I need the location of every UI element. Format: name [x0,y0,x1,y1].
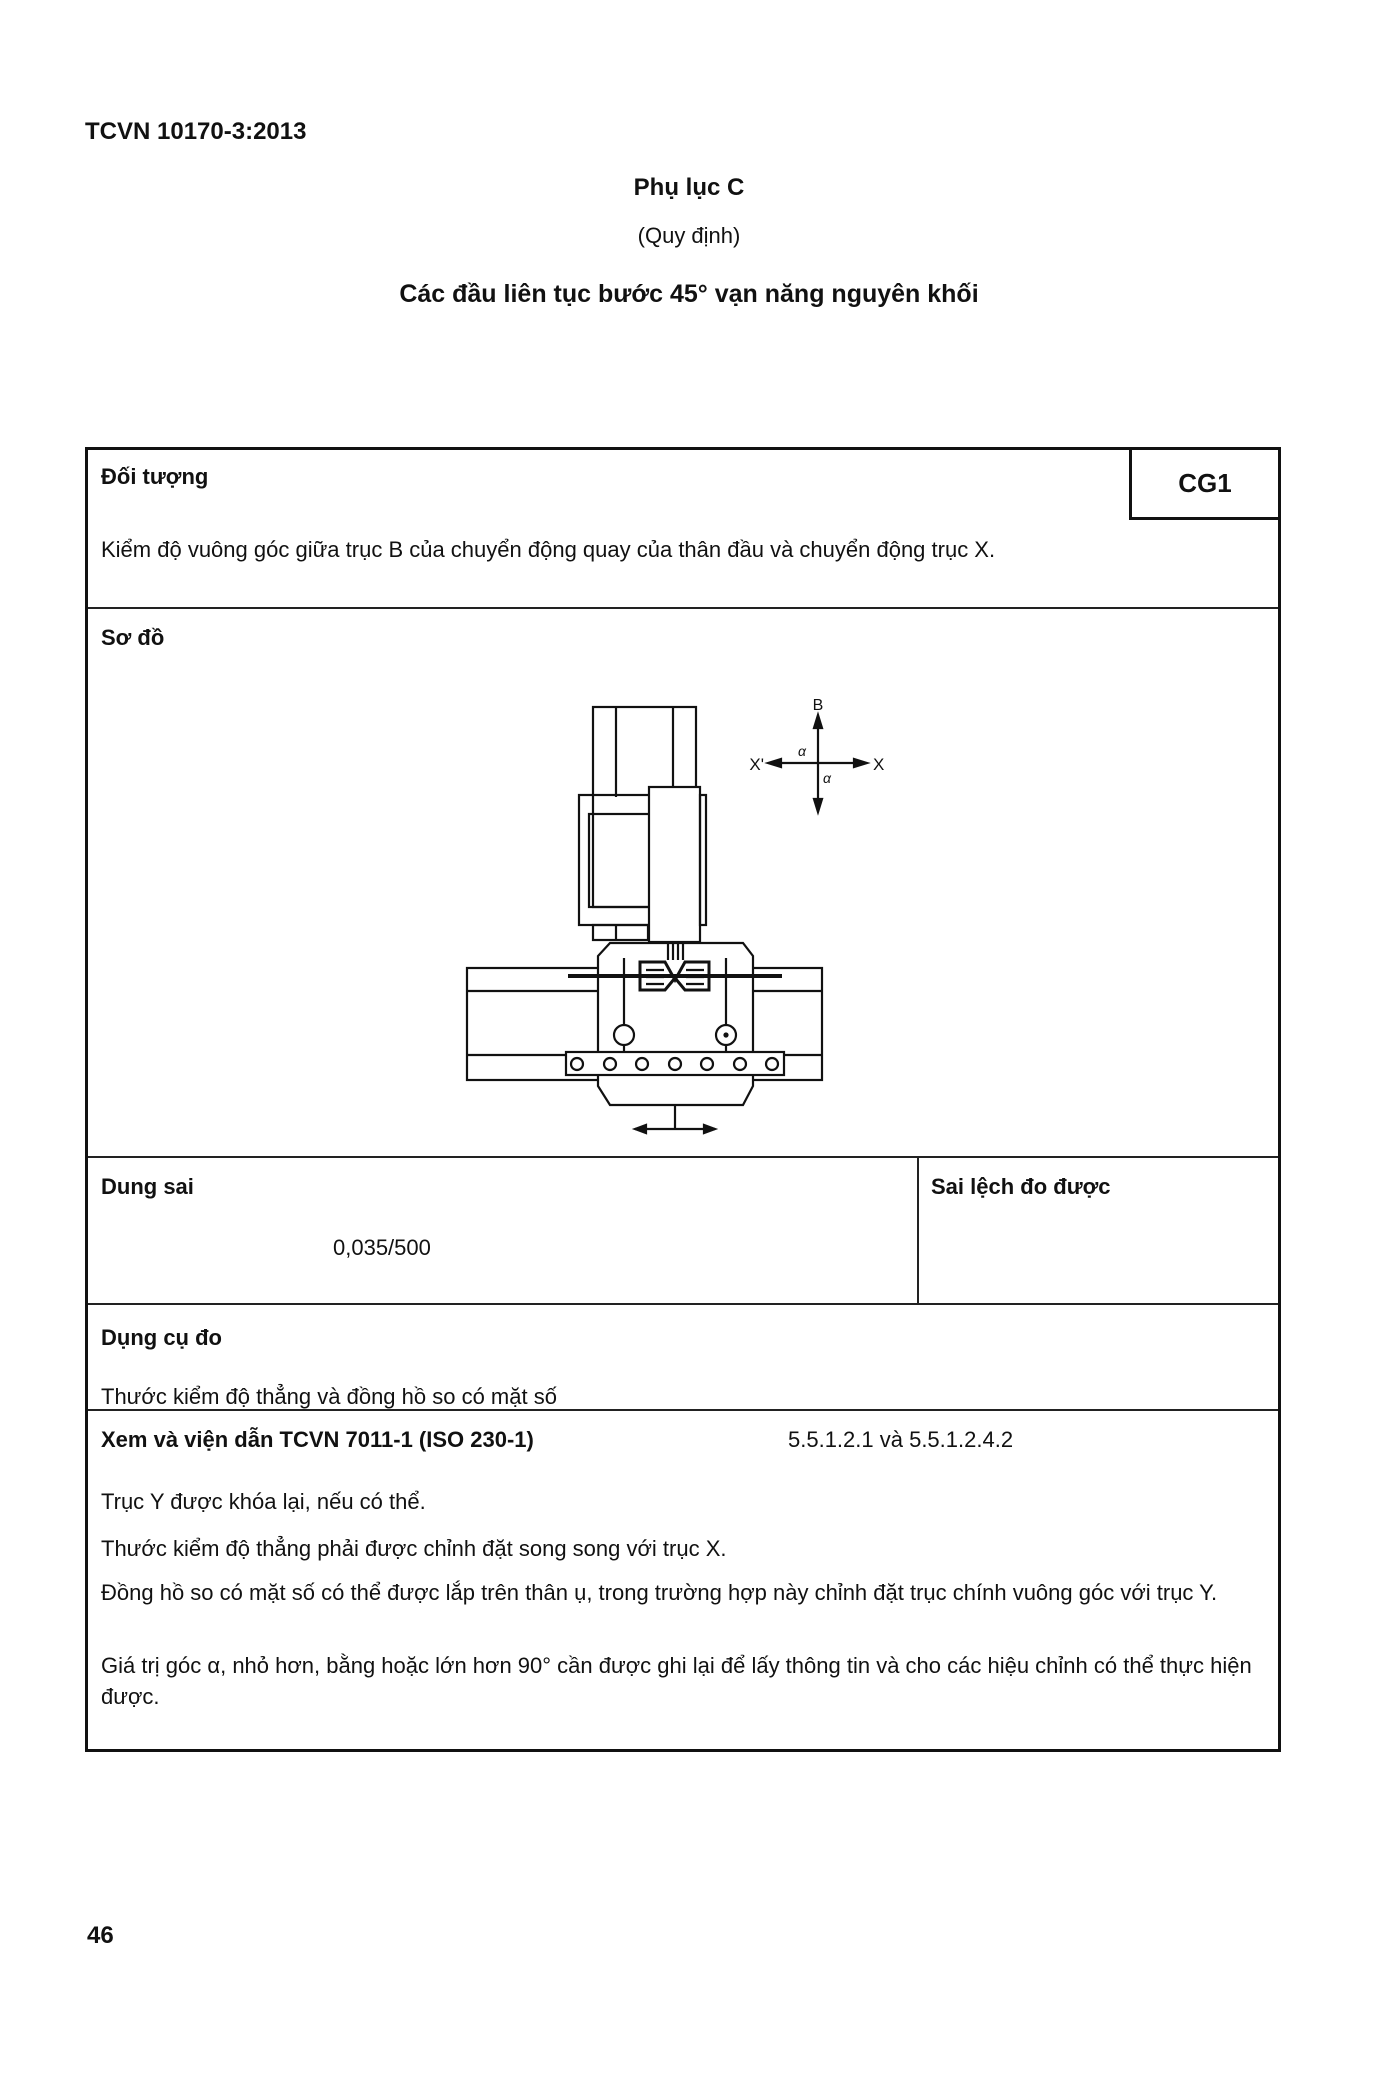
axis-b-label: B [812,697,824,714]
object-text: Kiểm độ vuông góc giữa trục B của chuyển động quay của thân đầu và chuyển động trục X. [101,537,996,562]
axis-x-label: X [873,755,885,774]
measured-label: Sai lệch đo được [931,1174,1111,1199]
tolerance-value: 0,035/500 [333,1235,431,1260]
angle-upper-label: α [798,743,806,759]
reference-label: Xem và viện dẫn TCVN 7011-1 (ISO 230-1) [101,1427,534,1452]
instruments-text: Thước kiểm độ thẳng và đồng hồ so có mặt số [101,1384,557,1409]
column-divider [917,1156,919,1303]
rotary-head [568,943,782,1105]
note: Trục Y được khóa lại, nếu có thể. [101,1489,426,1514]
section-title: Các đầu liên tục bước 45° vạn năng nguyên khối [399,280,979,308]
straightedge [566,1052,784,1075]
divider [88,1303,1278,1305]
test-code-box [1129,447,1281,520]
annex-type: (Quy định) [637,223,741,248]
note: Giá trị góc α, nhỏ hơn, bằng hoặc lớn hơn 90° cần được ghi lại để lấy thông tin và cho các hiệu chỉnh có thể thực hiện được. [101,1653,1252,1709]
reference-clauses: 5.5.1.2.1 và 5.5.1.2.4.2 [788,1427,1014,1452]
divider [88,1409,1278,1411]
spindle-head [579,787,706,942]
test-code: CG1 [1178,468,1232,498]
diagram-label: Sơ đồ [101,625,165,650]
tolerance-label: Dung sai [101,1174,194,1199]
annex-title: Phụ lục C [633,174,745,201]
page-number: 46 [87,1922,114,1949]
instruments-label: Dụng cụ đo [101,1325,222,1350]
axis-x-prime-label: X' [749,755,764,774]
object-label: Đối tượng [101,464,209,489]
machine-diagram [460,680,920,1160]
standard-id: TCVN 10170-3:2013 [85,118,307,145]
axis-cross [768,715,867,812]
angle-lower-label: α [823,770,831,786]
note: Thước kiểm độ thẳng phải được chỉnh đặt song song với trục X. [101,1536,727,1561]
x-motion-arrow [635,1105,715,1133]
divider [88,607,1278,609]
note: Đồng hồ so có mặt số có thể được lắp trên thân ụ, trong trường hợp này chỉnh đặt trục chính vuông góc với trục Y. [101,1580,1218,1605]
